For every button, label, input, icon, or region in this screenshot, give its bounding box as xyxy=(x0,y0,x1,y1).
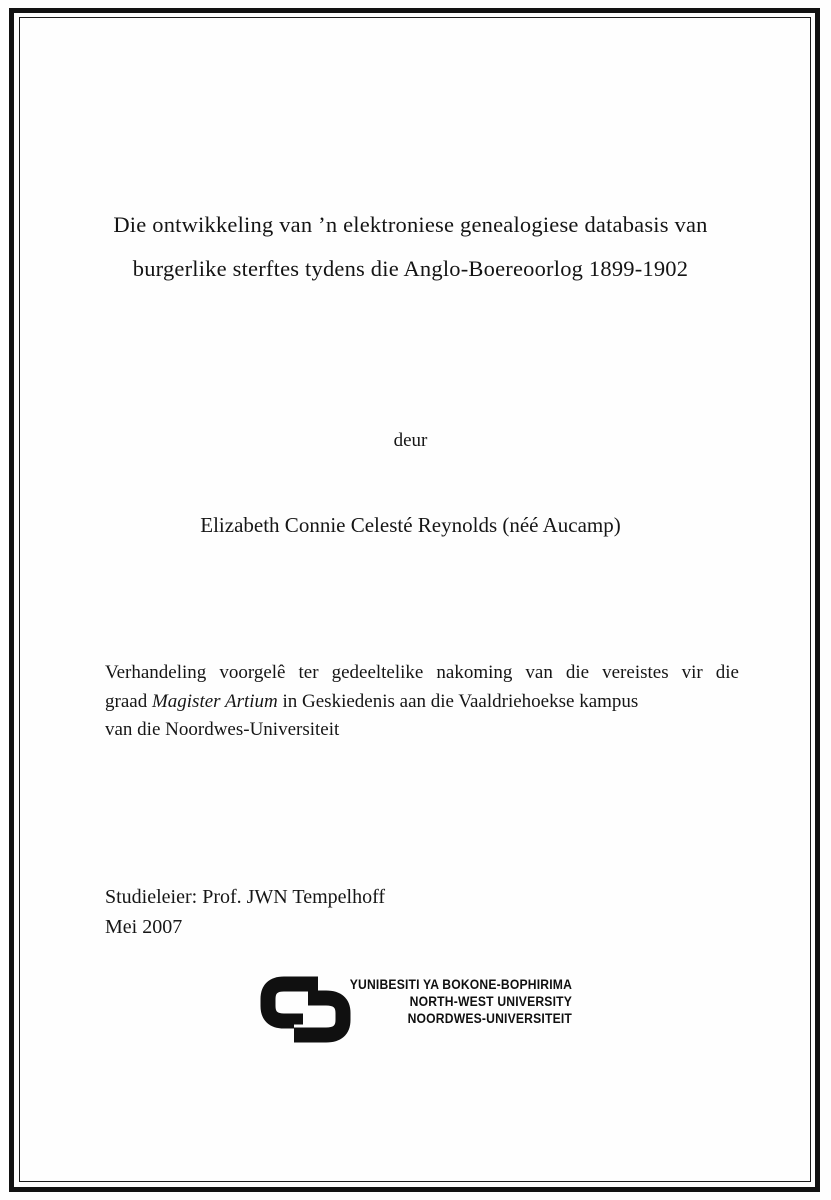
thesis-title xyxy=(60,203,761,291)
title-line-2: burgerlike sterftes tydens die Anglo-Boereoorlog 1899-1902 xyxy=(132,256,689,281)
submission-line-2 xyxy=(105,688,739,717)
logo-text-line-3: NOORDWES-UNIVERSITEIT xyxy=(407,1011,572,1026)
logo-text-line-1: YUNIBESITI YA BOKONE-BOPHIRIMA xyxy=(349,977,572,992)
supervisor-block xyxy=(105,882,385,942)
nwu-logo-text xyxy=(350,976,572,1027)
nwu-logo xyxy=(256,969,574,1051)
title-line-1: Die ontwikkeling van ’n elektroniese genealogiese databasis van xyxy=(113,212,708,237)
submission-line-3: van die Noordwes-Universiteit xyxy=(105,719,340,740)
nwu-interlocking-links-icon xyxy=(256,969,356,1051)
submission-statement xyxy=(105,659,739,745)
supervisor-line: Studieleier: Prof. JWN Tempelhoff xyxy=(105,886,386,908)
author-name: Elizabeth Connie Celesté Reynolds (néé Aucamp) xyxy=(200,513,621,537)
byline-deur: deur xyxy=(393,430,428,451)
submission-line2-pre: graad xyxy=(105,690,152,712)
date-line: Mei 2007 xyxy=(105,916,183,938)
logo-text-line-2: NORTH-WEST UNIVERSITY xyxy=(409,994,572,1009)
submission-line-1: Verhandeling voorgelê ter gedeeltelike nakoming van die vereistes vir die xyxy=(105,662,739,683)
submission-line2-post: in Geskiedenis aan die Vaaldriehoekse kampus xyxy=(277,690,639,712)
degree-name: Magister Artium xyxy=(151,690,278,712)
